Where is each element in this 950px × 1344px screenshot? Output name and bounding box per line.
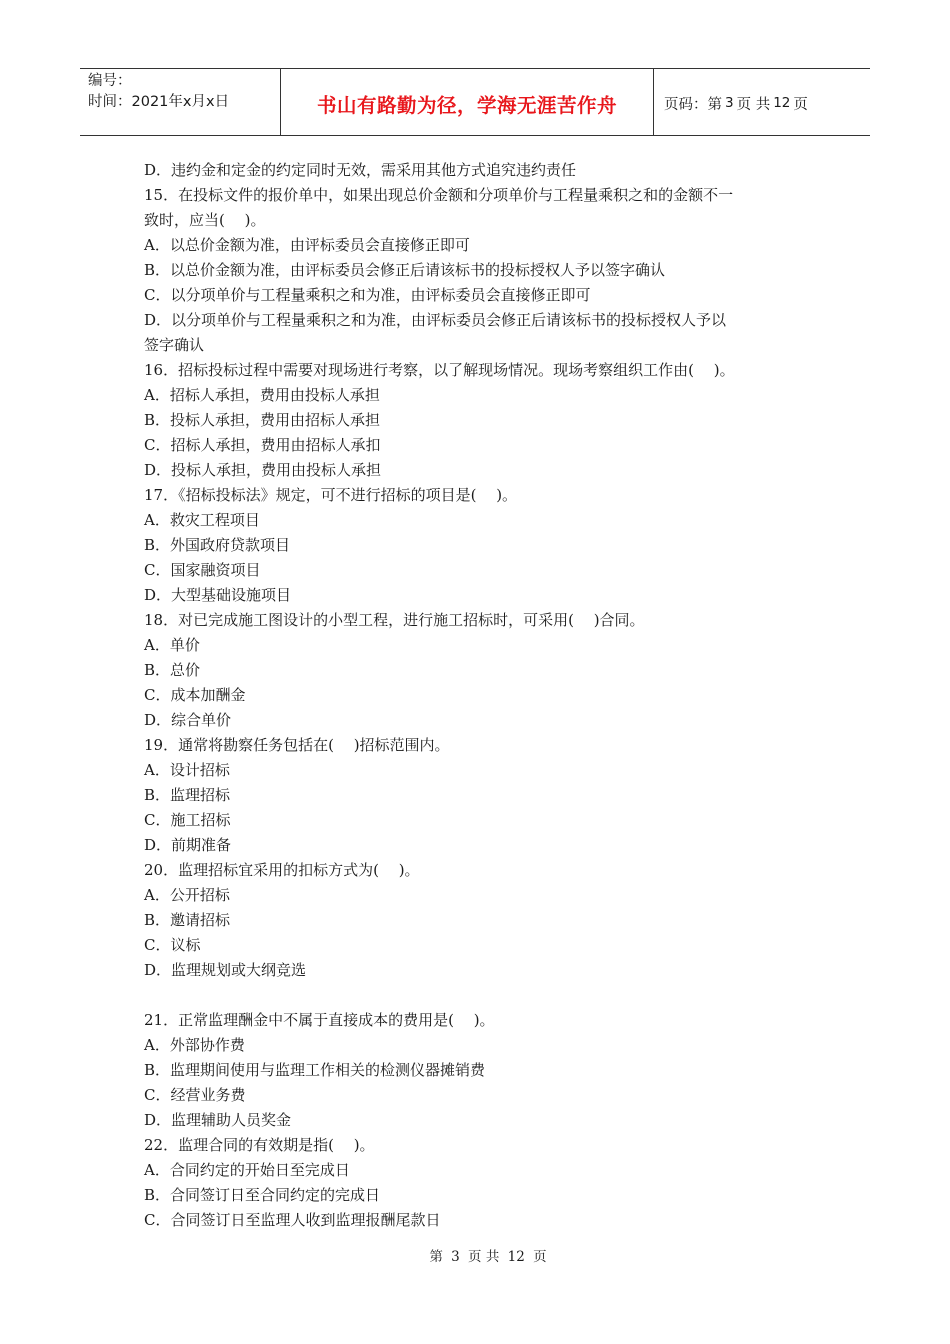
option-line: A．外部协作费	[144, 1036, 245, 1054]
option-line: A．设计招标	[144, 761, 230, 779]
question-line: 17．《招标投标法》规定，可不进行招标的项目是( )。	[144, 486, 518, 504]
text-line: 致时，应当( )。	[144, 211, 266, 229]
option-line: B．监理期间使用与监理工作相关的检测仪器摊销费	[144, 1061, 486, 1079]
option-line: B．总价	[144, 661, 201, 679]
footer-mid: 页 共	[468, 1249, 500, 1265]
option-line: D．监理规划或大纲竞选	[144, 961, 307, 979]
header-date-label: 时间：2021年x月x日	[88, 94, 230, 110]
blank-line	[144, 983, 814, 1008]
option-line: A．公开招标	[144, 886, 230, 904]
option-line: B．邀请招标	[144, 911, 231, 929]
page-header	[80, 68, 870, 136]
question-line: 18．对已完成施工图设计的小型工程，进行施工招标时，可采用( )合同。	[144, 611, 645, 629]
question-line: 21．正常监理酬金中不属于直接成本的费用是( )。	[144, 1011, 495, 1029]
question-line: 16．招标投标过程中需要对现场进行考察，以了解现场情况。现场考察组织工作由( )。	[144, 361, 735, 379]
footer-suffix: 页	[533, 1249, 547, 1265]
option-line: C．招标人承担，费用由招标人承扣	[144, 436, 381, 454]
header-page-mid: 页 共	[736, 96, 771, 113]
footer-page-current: 3	[451, 1249, 460, 1265]
header-page-current: 3	[725, 95, 734, 111]
option-line: A．合同约定的开始日至完成日	[144, 1161, 350, 1179]
page-footer	[0, 1245, 950, 1265]
question-line: 22．监理合同的有效期是指( )。	[144, 1136, 375, 1154]
footer-page-total: 12	[507, 1249, 525, 1265]
header-motto: 书山有路勤为径，学海无涯苦作舟	[281, 69, 654, 135]
question-line: 20．监理招标宜采用的扣标方式为( )。	[144, 861, 420, 879]
footer-prefix: 第	[429, 1249, 443, 1265]
header-number-label: 编号：	[88, 73, 132, 89]
option-line: A．救灾工程项目	[144, 511, 260, 529]
text-line: 签字确认	[144, 336, 205, 354]
option-line: B．监理招标	[144, 786, 231, 804]
option-line: A．招标人承担，费用由投标人承担	[144, 386, 380, 404]
option-line: D．前期准备	[144, 836, 232, 854]
option-line: B．外国政府贷款项目	[144, 536, 291, 554]
option-line: B．以总价金额为准，由评标委员会修正后请该标书的投标授权人予以签字确认	[144, 261, 666, 279]
question-line: 15．在投标文件的报价单中，如果出现总价金额和分项单价与工程量乘积之和的金额不一	[144, 186, 734, 204]
option-line: D．大型基础设施项目	[144, 586, 292, 604]
question-line: 19．通常将勘察任务包括在( )招标范围内。	[144, 736, 450, 754]
option-line: C．议标	[144, 936, 201, 954]
option-line: A．单价	[144, 636, 200, 654]
option-line: C．国家融资项目	[144, 561, 261, 579]
option-line: C．经营业务费	[144, 1086, 246, 1104]
option-line: C．以分项单价与工程量乘积之和为准，由评标委员会直接修正即可	[144, 286, 591, 304]
option-line: B．合同签订日至合同约定的完成日	[144, 1186, 381, 1204]
header-page-suffix: 页	[793, 96, 808, 113]
option-line: C．成本加酬金	[144, 686, 246, 704]
document-body	[144, 158, 814, 1233]
header-meta	[80, 69, 281, 135]
header-page-total: 12	[773, 95, 791, 111]
option-line: A．以总价金额为准，由评标委员会直接修正即可	[144, 236, 470, 254]
option-line: D．以分项单价与工程量乘积之和为准，由评标委员会修正后请该标书的投标授权人予以	[144, 311, 727, 329]
option-line: C．合同签订日至监理人收到监理报酬尾款日	[144, 1211, 441, 1229]
text-line: D．违约金和定金的约定同时无效，需采用其他方式追究违约责任	[144, 161, 577, 179]
option-line: C．施工招标	[144, 811, 231, 829]
header-page-prefix: 页码：第	[664, 96, 722, 113]
option-line: B．投标人承担，费用由招标人承担	[144, 411, 381, 429]
header-page-info	[654, 69, 870, 135]
option-line: D．综合单价	[144, 711, 232, 729]
option-line: D．投标人承担，费用由投标人承担	[144, 461, 382, 479]
option-line: D．监理辅助人员奖金	[144, 1111, 292, 1129]
